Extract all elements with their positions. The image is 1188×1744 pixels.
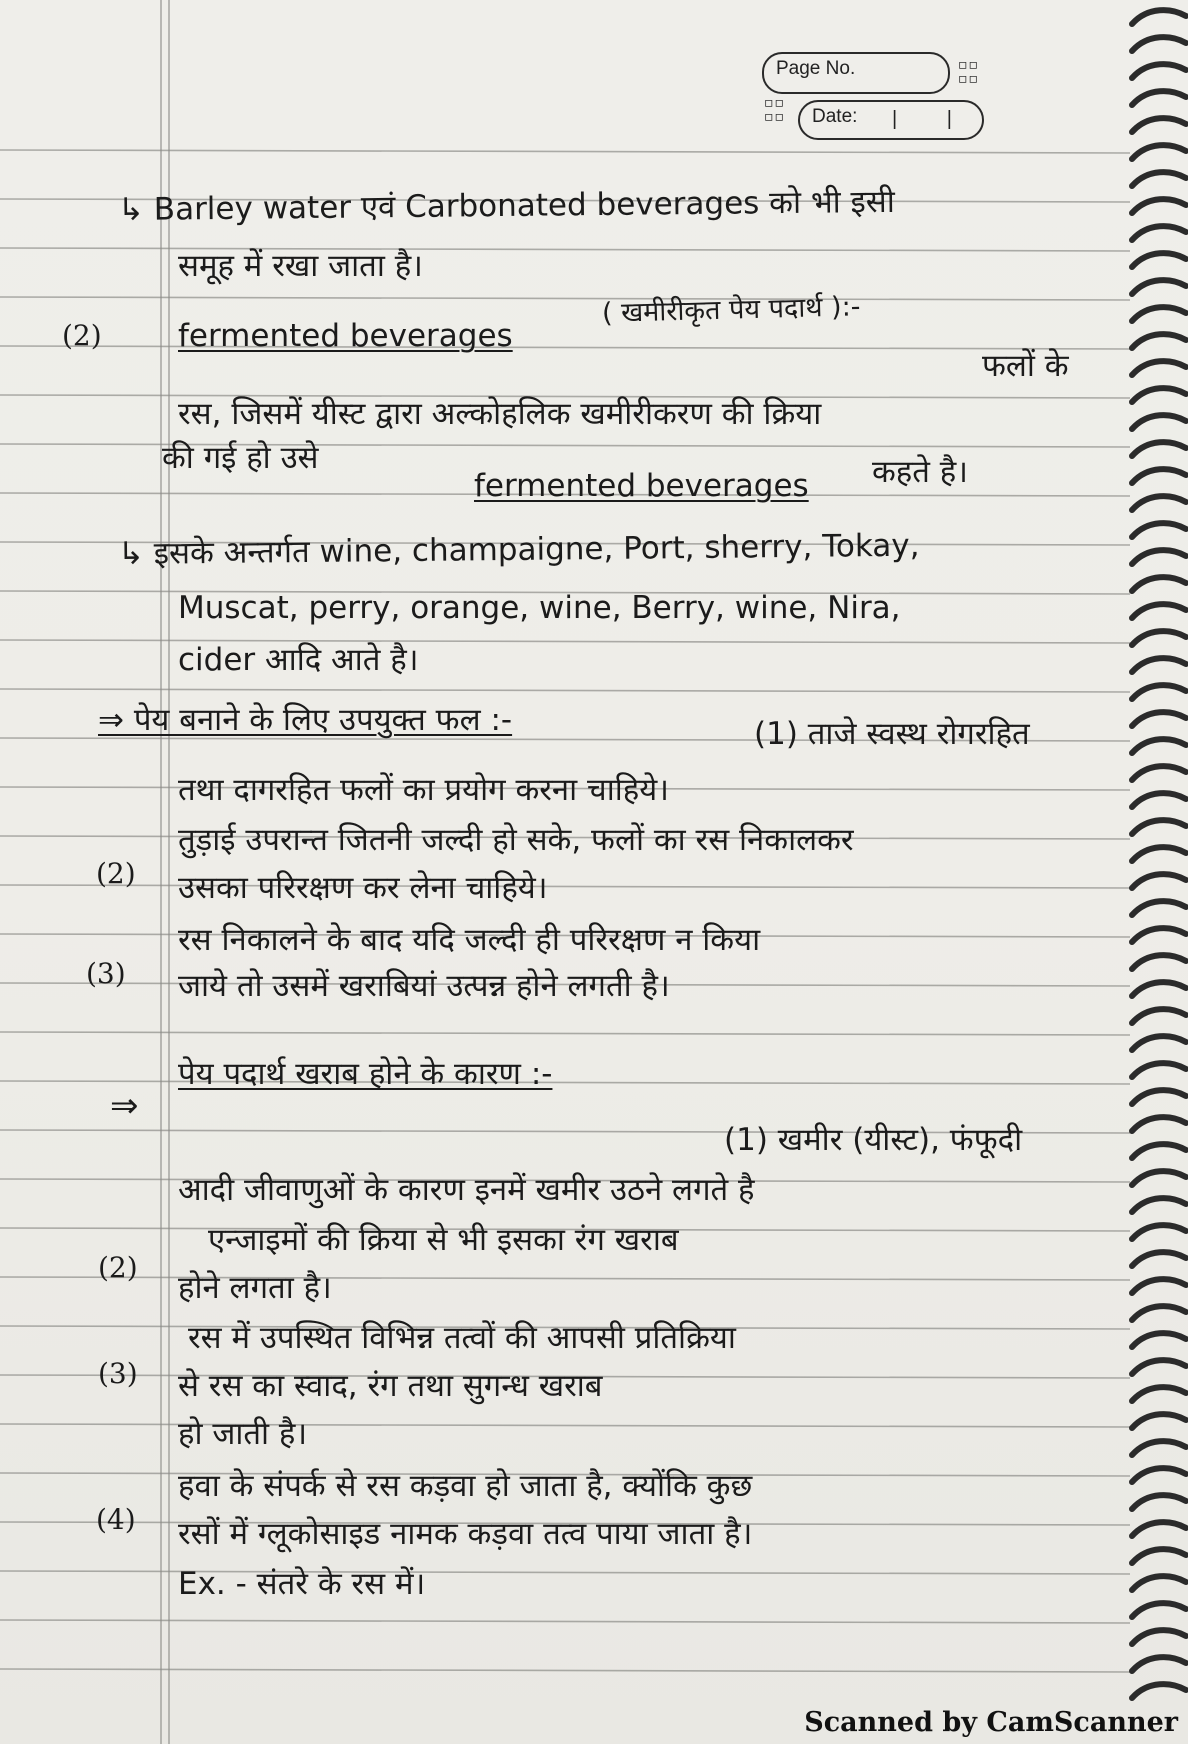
spiral-ring <box>1132 64 1186 78</box>
spiral-ring <box>1132 1171 1186 1185</box>
scanner-watermark: Scanned by CamScanner <box>804 1707 1178 1738</box>
spiral-ring <box>1132 1225 1186 1239</box>
date-ticks: | | <box>892 108 974 130</box>
spiral-ring <box>1132 280 1186 294</box>
spiral-ring <box>1132 253 1186 267</box>
spiral-ring <box>1132 442 1186 456</box>
line-19: एन्जाइमों की क्रिया से भी इसका रंग खराब <box>208 1222 679 1258</box>
line-8: Muscat, perry, orange, wine, Berry, wine, Nira, <box>178 590 901 626</box>
spiral-ring <box>1132 1468 1186 1482</box>
item-number: (3) <box>98 1357 138 1390</box>
line-15: जाये तो उसमें खराबियां उत्पन्न होने लगती है। <box>178 968 670 1004</box>
spiral-ring <box>1132 577 1186 591</box>
spiral-ring <box>1132 1387 1186 1401</box>
spiral-ring <box>1132 91 1186 105</box>
margin-line <box>168 0 170 1744</box>
spiral-ring <box>1132 1306 1186 1320</box>
spiral-ring <box>1132 1117 1186 1131</box>
line-6: की गई हो उसे <box>162 440 319 476</box>
spiral-ring <box>1132 415 1186 429</box>
spiral-ring <box>1132 685 1186 699</box>
line-20: होने लगता है। <box>178 1270 332 1306</box>
line-22: से रस का स्वाद, रंग तथा सुगन्ध खराब <box>178 1368 603 1404</box>
heading-fermented: fermented beverages <box>178 318 513 354</box>
spiral-ring <box>1132 793 1186 807</box>
line-14: रस निकालने के बाद यदि जल्दी ही परिरक्षण न किया <box>178 922 761 958</box>
spiral-ring <box>1132 307 1186 321</box>
spiral-ring <box>1132 1441 1186 1455</box>
item-number: (3) <box>86 957 126 990</box>
spiral-ring <box>1132 550 1186 564</box>
item-number: (4) <box>96 1503 136 1536</box>
line-1: ↳ Barley water एवं Carbonated beverages को भी इसी <box>117 183 895 228</box>
date-box <box>798 100 984 140</box>
spiral-binding <box>1128 0 1188 1744</box>
spiral-ring <box>1132 37 1186 51</box>
line-10-item: (1) ताजे स्वस्थ रोगरहित <box>754 716 1030 752</box>
spiral-ring <box>1132 388 1186 402</box>
spiral-ring <box>1132 1036 1186 1050</box>
spiral-ring <box>1132 874 1186 888</box>
line-13: उसका परिरक्षण कर लेना चाहिये। <box>178 870 548 906</box>
spiral-ring <box>1132 361 1186 375</box>
spiral-ring <box>1132 1063 1186 1077</box>
item-number: (2) <box>62 319 102 352</box>
heading-suitable-fruits: ⇒ पेय बनाने के लिए उपयुक्त फल :- <box>98 702 513 738</box>
line-12: तुड़ाई उपरान्त जितनी जल्दी हो सके, फलों का रस निकालकर <box>178 822 854 858</box>
spiral-ring <box>1132 226 1186 240</box>
spiral-ring <box>1132 1495 1186 1509</box>
line-2: समूह में रखा जाता है। <box>178 248 423 284</box>
spiral-ring <box>1132 847 1186 861</box>
spiral-ring <box>1132 145 1186 159</box>
spiral-ring <box>1132 604 1186 618</box>
line-24: हवा के संपर्क से रस कड़वा हो जाता है, क्योंकि कुछ <box>178 1468 753 1504</box>
grid-icon: ▫▫ ▫▫ <box>958 57 979 87</box>
spiral-ring <box>1132 172 1186 186</box>
heading-spoilage-causes: पेय पदार्थ खराब होने के कारण :- <box>178 1056 553 1092</box>
spiral-ring <box>1132 1360 1186 1374</box>
spiral-ring <box>1132 1657 1186 1671</box>
date-label: Date: <box>812 106 858 127</box>
spiral-ring <box>1132 820 1186 834</box>
spiral-ring <box>1132 1333 1186 1347</box>
page-no-box <box>762 52 950 94</box>
spiral-ring <box>1132 496 1186 510</box>
line-18: आदी जीवाणुओं के कारण इनमें खमीर उठने लगते है <box>178 1172 755 1208</box>
spiral-ring <box>1132 199 1186 213</box>
line-6-end: कहते है। <box>872 454 969 490</box>
line-11: तथा दागरहित फलों का प्रयोग करना चाहिये। <box>178 772 669 808</box>
arrow-icon: ⇒ <box>110 1086 139 1126</box>
line-5: रस, जिसमें यीस्ट द्वारा अल्कोहलिक खमीरीकरण की क्रिया <box>178 396 822 432</box>
margin-line <box>160 0 162 1744</box>
spiral-ring <box>1132 712 1186 726</box>
item-number: (2) <box>98 1251 138 1284</box>
line-3-hindi: ( खमीरीकृत पेय पदार्थ ):- <box>601 291 861 329</box>
spiral-ring <box>1132 118 1186 132</box>
spiral-ring <box>1132 1279 1186 1293</box>
grid-icon: ▫▫ ▫▫ <box>764 95 785 125</box>
spiral-ring <box>1132 10 1186 24</box>
spiral-ring <box>1132 1630 1186 1644</box>
spiral-ring <box>1132 739 1186 753</box>
spiral-ring <box>1132 1522 1186 1536</box>
spiral-ring <box>1132 1144 1186 1158</box>
page-no-label: Page No. <box>776 58 856 79</box>
spiral-ring <box>1132 334 1186 348</box>
spiral-ring <box>1132 1009 1186 1023</box>
spiral-ring <box>1132 1576 1186 1590</box>
line-23: हो जाती है। <box>178 1416 308 1452</box>
spiral-ring <box>1132 523 1186 537</box>
spiral-ring <box>1132 1549 1186 1563</box>
spiral-ring <box>1132 1684 1186 1698</box>
line-21: रस में उपस्थित विभिन्न तत्वों की आपसी प्रतिक्रिया <box>188 1320 736 1356</box>
line-4: फलों के <box>982 348 1069 384</box>
spiral-ring <box>1132 982 1186 996</box>
line-7: ↳ इसके अन्तर्गत wine, champaigne, Port, sherry, Tokay, <box>117 527 920 572</box>
spiral-ring <box>1132 1090 1186 1104</box>
item-number: (2) <box>96 857 136 890</box>
spiral-ring <box>1132 955 1186 969</box>
line-17: (1) खमीर (यीस्ट), फंफूदी <box>724 1122 1023 1158</box>
spiral-ring <box>1132 1414 1186 1428</box>
spiral-ring <box>1132 928 1186 942</box>
line-6-term: fermented beverages <box>474 468 809 504</box>
spiral-ring <box>1132 766 1186 780</box>
spiral-ring <box>1132 658 1186 672</box>
spiral-ring <box>1132 901 1186 915</box>
line-25: रसों में ग्लूकोसाइड नामक कड़वा तत्व पाया जाता है। <box>178 1516 753 1552</box>
spiral-ring <box>1132 1252 1186 1266</box>
spiral-ring <box>1132 1603 1186 1617</box>
line-9: cider आदि आते है। <box>178 642 419 678</box>
spiral-ring <box>1132 631 1186 645</box>
spiral-ring <box>1132 469 1186 483</box>
spiral-ring <box>1132 1198 1186 1212</box>
line-26: Ex. - संतरे के रस में। <box>178 1566 426 1602</box>
